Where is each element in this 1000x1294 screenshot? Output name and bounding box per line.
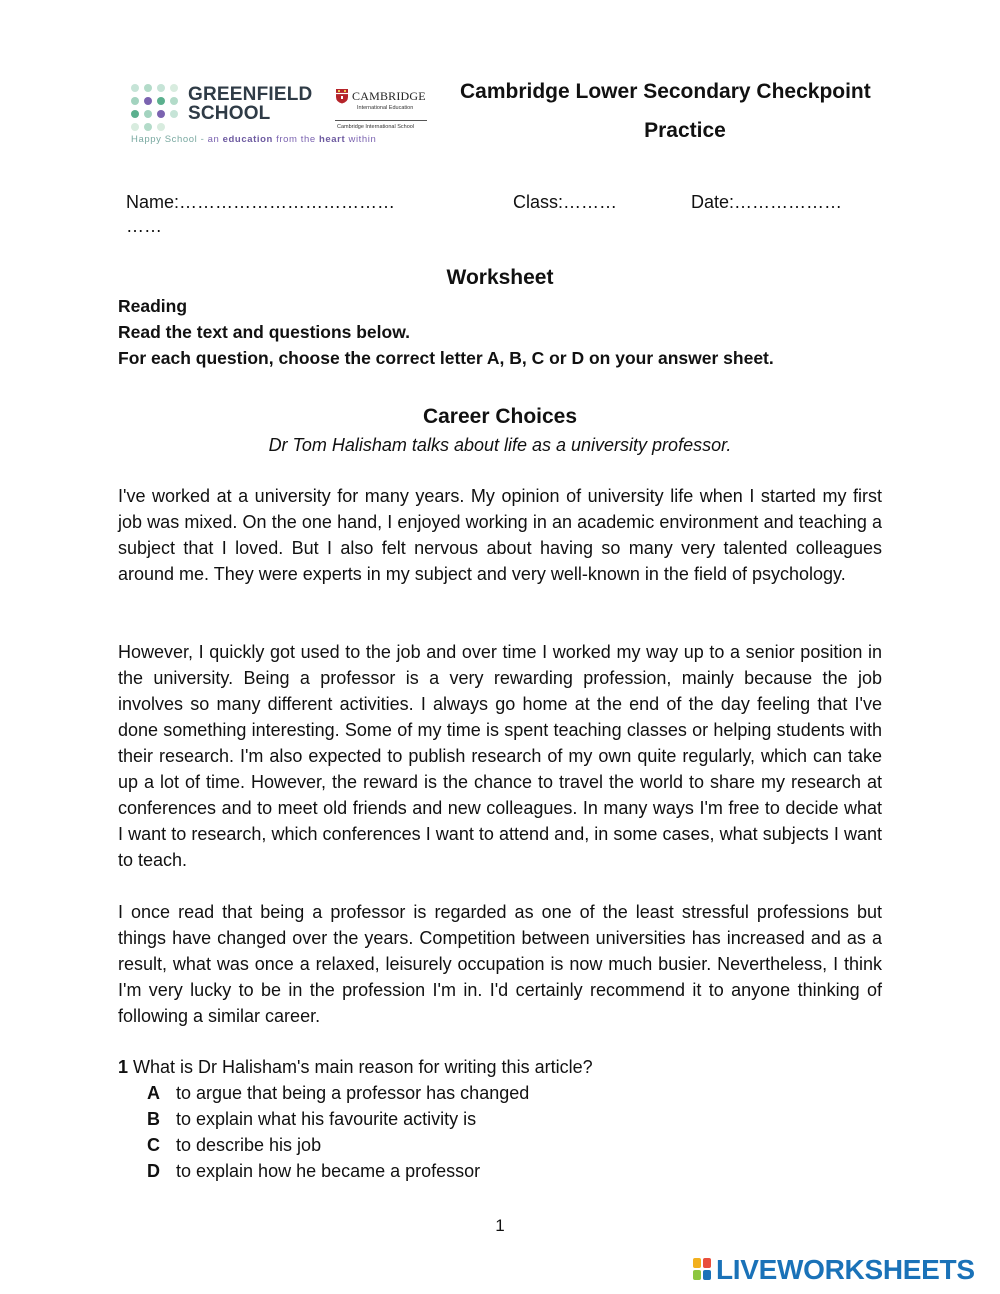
school-tagline: Happy School - an education from the heart within (131, 134, 377, 145)
article-paragraph: However, I quickly got used to the job and over time I worked my way up to a senior position in the university. Being a professor is a very rewarding profession, mainly because the job involves so many different activities. I always go home at the end of the day feeling that I've done something interesting. Some of my time is spent teaching classes or helping students with their research. I'm also expected to publish research of my own quite regularly, which can take up a lot of time. However, the reward is the chance to travel the world to share my research at conferences and to meet old friends and new colleagues. In many ways I'm free to decide what I want to research, which conferences I want to attend and, in some cases, what subjects I want to teach. (118, 642, 882, 870)
liveworksheets-logo[interactable] (693, 1254, 989, 1286)
question-prompt (118, 1055, 593, 1079)
answer-option-c[interactable] (147, 1133, 321, 1157)
page-subtitle: Practice (644, 119, 726, 142)
cambridge-crest-icon (335, 88, 349, 104)
page-number: 1 (495, 1216, 505, 1235)
greenfield-dots-icon (131, 84, 179, 130)
name-field[interactable]: Name:……………………………… (126, 192, 396, 212)
section-label: Reading (118, 296, 188, 316)
question-number: 1 (118, 1057, 129, 1077)
article-subtitle: Dr Tom Halisham talks about life as a university professor. (268, 435, 732, 455)
liveworksheets-wordmark: LIVEWORKSHEETS (716, 1254, 975, 1285)
cambridge-school-label: Cambridge International School (337, 124, 415, 130)
page-title: Cambridge Lower Secondary Checkpoint (460, 80, 871, 103)
option-text: to describe his job (176, 1135, 322, 1155)
answer-option-a[interactable] (147, 1081, 529, 1105)
cambridge-name: CAMBRIDGE (352, 89, 426, 103)
worksheet-title: Worksheet (446, 266, 554, 289)
option-text: to explain how he became a professor (176, 1161, 481, 1181)
school-name: GREENFIELD SCHOOL (188, 84, 313, 124)
instruction-line: For each question, choose the correct letter A, B, C or D on your answer sheet. (118, 348, 774, 368)
class-field[interactable]: Class:……… (513, 192, 618, 212)
cambridge-subtitle: International Education (357, 105, 414, 111)
article-paragraph: I've worked at a university for many years. My opinion of university life when I started my first job was mixed. On the one hand, I enjoyed working in an academic environment and teaching a subject that I loved. But I also felt nervous about having so many very talented colleagues around me. They were experts in my subject and very well-known in the field of psychology. (118, 486, 882, 584)
option-text: to explain what his favourite activity is (176, 1109, 477, 1129)
option-text: to argue that being a professor has changed (176, 1083, 530, 1103)
question-text: What is Dr Halisham's main reason for writing this article? (128, 1057, 593, 1077)
cambridge-logo (335, 88, 430, 133)
instruction-line: Read the text and questions below. (118, 322, 411, 342)
article-paragraph: I once read that being a professor is regarded as one of the least stressful professions but things have changed over the years. Competition between universities has increased and as a result, what was once a relaxed, leisurely occupation is now much busier. Nevertheless, I think I'm very lucky to be in the profession I'm in. I'd certainly recommend it to anyone thinking of following a similar career. (118, 902, 882, 1026)
cambridge-divider (335, 120, 427, 121)
option-letter: C (147, 1135, 160, 1155)
liveworksheets-mark-icon (693, 1258, 713, 1282)
article-title: Career Choices (422, 405, 578, 428)
option-letter: A (147, 1083, 160, 1103)
date-field[interactable]: Date:……………… (691, 192, 843, 212)
option-letter: D (147, 1161, 160, 1181)
answer-option-b[interactable] (147, 1107, 476, 1131)
school-logo (131, 82, 431, 148)
answer-option-d[interactable] (147, 1159, 480, 1183)
name-field-continuation: …… (126, 216, 162, 236)
option-letter: B (147, 1109, 160, 1129)
